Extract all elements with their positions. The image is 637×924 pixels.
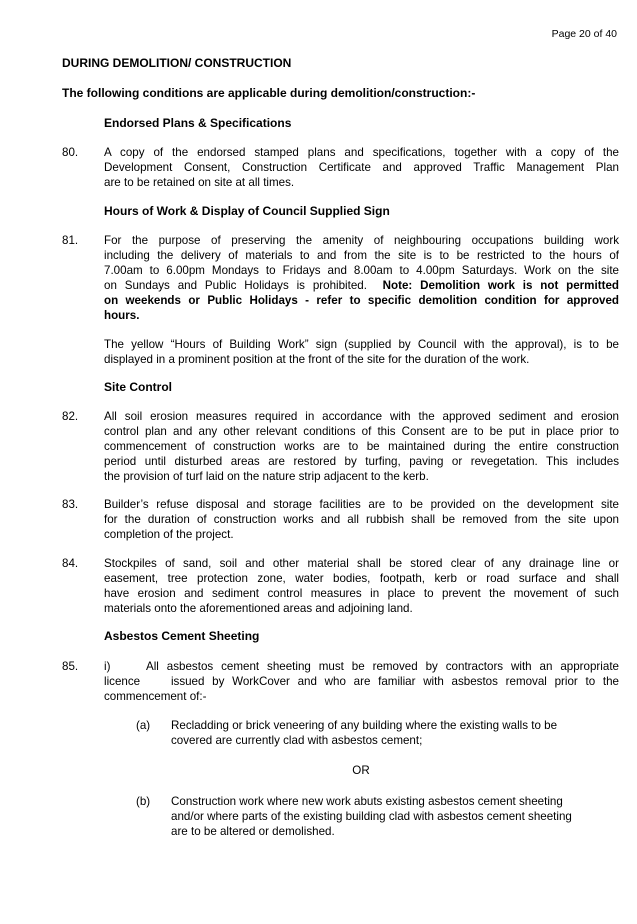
condition-83-number: 83. (62, 498, 79, 511)
or-text: OR (352, 764, 370, 777)
condition-81-sign-text (104, 337, 619, 367)
item-b-label: (b) (136, 795, 151, 808)
condition-80-number: 80. (62, 146, 79, 159)
note-line: hours. (104, 309, 140, 322)
text-line: have erosion and sediment control measures in place to prevent the movement of such (104, 587, 619, 600)
text-line: displayed in a prominent position at the front of the site for the duration of the work. (104, 353, 530, 366)
text-line: are to be retained on site at all times. (104, 176, 295, 189)
heading-asbestos: Asbestos Cement Sheeting (104, 629, 260, 643)
heading-endorsed-plans: Endorsed Plans & Specifications (104, 116, 292, 130)
text-line: covered are currently clad with asbestos cement; (171, 734, 423, 747)
intro-text: The following conditions are applicable during demolition/construction:- (62, 86, 476, 100)
text-line: licence issued by WorkCover and who are familiar with asbestos removal prior to the (104, 675, 619, 688)
condition-81-number: 81. (62, 234, 79, 247)
text-line: completion of the project. (104, 528, 234, 541)
text-line (104, 278, 619, 293)
page-title: DURING DEMOLITION/ CONSTRUCTION (62, 56, 292, 70)
text-line: and/or where parts of the existing building clad with asbestos cement sheeting (171, 810, 572, 823)
text-line: Development Consent, Construction Certificate and approved Traffic Management Plan (104, 161, 619, 174)
text-line: easement, tree protection zone, water bodies, footpath, kerb or road surface and shall (104, 572, 619, 585)
text-line: for the duration of construction works and all rubbish shall be removed from the site upon (104, 513, 619, 526)
note-text: Note: Demolition work is not permitted (382, 279, 619, 292)
text-line: commencement of:- (104, 690, 207, 703)
text-line: Construction work where new work abuts existing asbestos cement sheeting (171, 795, 563, 808)
text-line: the provision of turf laid on the nature strip adjacent to the kerb. (104, 470, 429, 483)
item-b-text (171, 794, 619, 839)
text-line: All soil erosion measures required in accordance with the approved sediment and erosion (104, 410, 619, 423)
condition-84-text (104, 556, 619, 616)
condition-80-text (104, 145, 619, 190)
text-line: Stockpiles of sand, soil and other material shall be stored clear of any drainage line or (104, 557, 619, 570)
text-line: control plan and any other relevant conditions of this Consent are to be put in place prior to (104, 425, 619, 438)
condition-83-text (104, 497, 619, 542)
text-line: All asbestos cement sheeting must be removed by contractors with an appropriate (146, 660, 619, 673)
note-line: on weekends or Public Holidays - refer to specific demolition condition for approved (104, 294, 619, 307)
condition-85-number: 85. (62, 660, 79, 673)
text-line: Recladding or brick veneering of any building where the existing walls to be (171, 719, 558, 732)
text-line: A copy of the endorsed stamped plans and specifications, together with a copy of the (104, 146, 619, 159)
heading-site-control: Site Control (104, 380, 172, 394)
condition-85-i-label: i) (104, 660, 111, 673)
text-line: period until disturbed areas are restored by turfing, paving or revegetation. This includes (104, 455, 619, 468)
text-line: The yellow “Hours of Building Work” sign (supplied by Council with the approval), is to be (104, 338, 619, 351)
condition-82-number: 82. (62, 410, 79, 423)
heading-hours-of-work: Hours of Work & Display of Council Supplied Sign (104, 204, 390, 218)
item-a-text (171, 718, 619, 748)
text-line: materials onto the aforementioned areas and adjoining land. (104, 602, 413, 615)
text-line: commencement of construction works are to be maintained during the entire construction (104, 440, 619, 453)
item-a-label: (a) (136, 719, 151, 732)
page-number: Page 20 of 40 (551, 28, 617, 40)
text-line: are to be altered or demolished. (171, 825, 335, 838)
text-line: including the delivery of materials to and from the site is to be restricted to the hours of (104, 249, 619, 262)
text-segment: on Sundays and Public Holidays is prohibited. (104, 279, 367, 292)
text-line: Builder’s refuse disposal and storage facilities are to be provided on the development site (104, 498, 619, 511)
condition-84-number: 84. (62, 557, 79, 570)
condition-82-text (104, 409, 619, 484)
text-line: 7.00am to 6.00pm Mondays to Fridays and 8.00am to 4.00pm Saturdays. Work on the site (104, 264, 619, 277)
condition-85-i-text (104, 659, 619, 704)
text-line: For the purpose of preserving the amenity of neighbouring occupations building work (104, 234, 619, 247)
condition-81-text (104, 233, 619, 323)
